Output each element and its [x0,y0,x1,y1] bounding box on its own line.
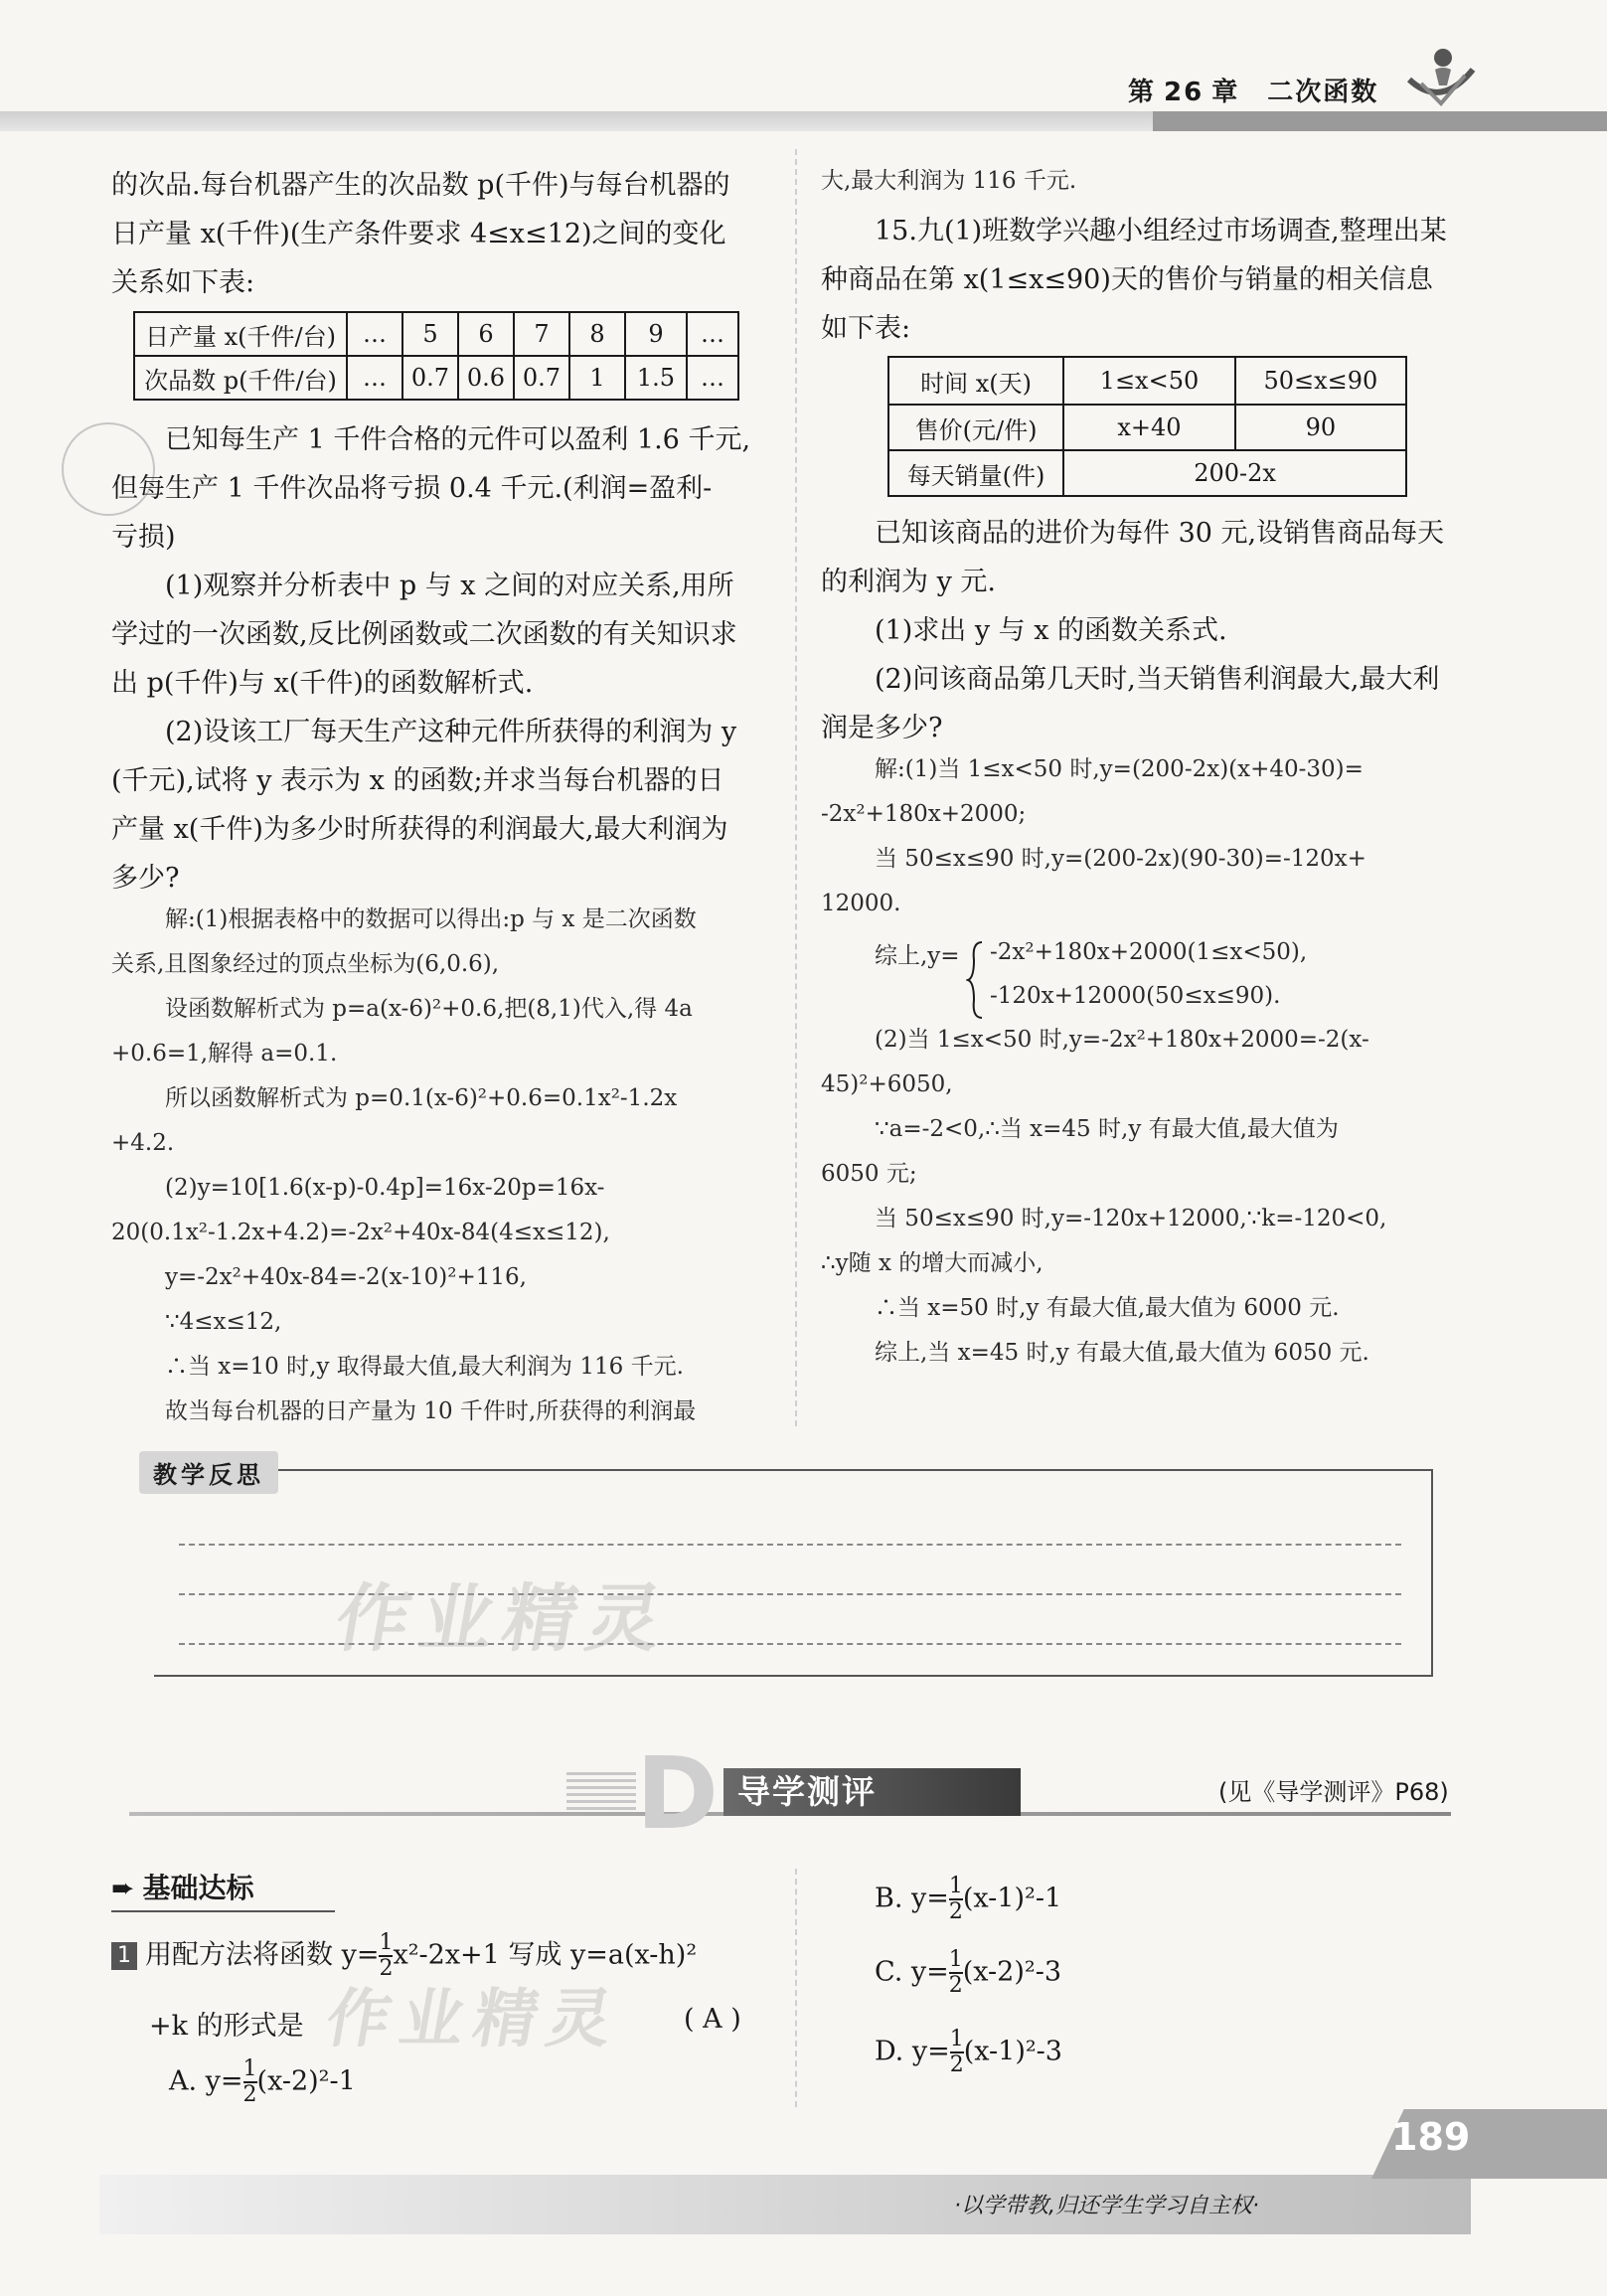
option-label: B. y= [875,1883,949,1914]
fraction [243,2057,257,2107]
text-line: 解:(1)当 1≤x<50 时,y=(200-2x)(x+40-30)= [875,756,1364,782]
table-cell: … [347,356,402,400]
text-line: 所以函数解析式为 p=0.1(x-6)²+0.6=0.1x²-1.2x [165,1085,678,1111]
right-q15 [821,207,1487,353]
table-cell: 50≤x≤90 [1235,357,1406,405]
text-line: -2x²+180x+2000; [821,801,1027,827]
piecewise-cases [990,930,1467,1018]
table-row [888,357,1406,405]
reflection-title: 教学反思 [139,1451,278,1494]
text-line: 15.九(1)班数学兴趣小组经过市场调查,整理出某 [875,216,1447,246]
text-line: 12000. [821,891,901,916]
fraction [950,2028,964,2077]
column-divider-bottom [795,1869,797,2107]
text-line: (1)求出 y 与 x 的函数关系式. [875,615,1227,646]
table-cell: 9 [625,312,687,356]
footer-slogan: ·以学带教,归还学生学习自主权· [954,2194,1259,2218]
text-line: 当 50≤x≤90 时,y=(200-2x)(90-30)=-120x+ [875,846,1366,872]
watermark: 作业精灵 [320,1983,628,2056]
text-line: ∵a=-2<0,∴当 x=45 时,y 有最大值,最大值为 [875,1116,1339,1142]
text-line: 亏损) [111,522,176,553]
left-intro [111,161,787,307]
option-c [875,1948,1061,1998]
text-line: 已知每生产 1 千件合格的元件可以盈利 1.6 千元, [165,424,751,455]
footer-bar [99,2175,1471,2234]
writing-line [179,1544,1401,1546]
left-solution [111,898,787,1434]
text-line: 学过的一次函数,反比例函数或二次函数的有关知识求 [111,619,737,650]
fraction [949,1875,963,1924]
table-row [134,356,738,400]
text-line: 故当每台机器的日产量为 10 千件时,所获得的利润最 [165,1398,697,1424]
text-line: +4.2. [111,1130,175,1156]
table-cell: 5 [402,312,458,356]
text-line: 综上,当 x=45 时,y 有最大值,最大值为 6050 元. [875,1340,1369,1366]
page-number: 189 [1391,2115,1471,2159]
option-label: A. y= [169,2065,243,2097]
text-line: 如下表: [821,313,911,344]
right-after-table [821,509,1487,752]
question-text: x²-2x+1 写成 y=a(x-h)² [393,1939,698,1971]
text-line: (千元),试将 y 表示为 x 的函数;并求当每台机器的日 [111,765,724,796]
text-line: 的次品.每台机器产生的次品数 p(千件)与每台机器的 [111,170,730,201]
text-line: (2)y=10[1.6(x-p)-0.4p]=16x-20p=16x- [165,1175,605,1201]
table-cell: 1 [569,356,625,400]
text-line: -120x+12000(50≤x≤90). [990,983,1281,1009]
table-cell: … [687,312,738,356]
text-line: ∴y随 x 的增大而减小, [821,1250,1044,1276]
text-line: ∵4≤x≤12, [165,1309,282,1335]
section-stripes [566,1772,636,1812]
fraction-numerator: 1 [242,2056,257,2081]
right-solution-b [821,1018,1487,1376]
table-cell: … [347,312,402,356]
text-line: y=-2x²+40x-84=-2(x-10)²+116, [165,1264,527,1290]
text-line: 关系,且图象经过的顶点坐标为(6,0.6), [111,951,500,977]
text-line: 但每生产 1 千件次品将亏损 0.4 千元.(利润=盈利- [111,473,713,504]
fraction-numerator: 1 [948,1947,963,1972]
right-price-table [887,356,1407,497]
text-line: 大,最大利润为 116 千元. [821,168,1077,194]
question-text: 用配方法将函数 y= [145,1939,380,1971]
option-a [169,2057,356,2107]
option-label: C. y= [875,1956,949,1988]
chapter-prefix: 第 [1128,78,1157,107]
fraction-denominator: 2 [379,1956,394,1981]
text-line: ∴当 x=10 时,y 取得最大值,最大利润为 116 千元. [165,1354,684,1380]
option-text: (x-1)²-1 [962,1883,1062,1914]
text-line: +0.6=1,解得 a=0.1. [111,1041,338,1066]
fraction-denominator: 2 [948,1973,963,1998]
basic-label [111,1867,253,1906]
text-line: 种商品在第 x(1≤x≤90)天的售价与销量的相关信息 [821,264,1433,295]
text-line: 20(0.1x²-1.2x+4.2)=-2x²+40x-84(4≤x≤12), [111,1220,610,1245]
text-line: 日产量 x(千件)(生产条件要求 4≤x≤12)之间的变化 [111,219,726,249]
option-b [875,1875,1061,1924]
fraction-denominator: 2 [949,2052,964,2077]
table-cell: 时间 x(天) [888,357,1063,405]
section-letter: D [636,1735,720,1852]
right-continuation [821,159,1487,204]
text-line: 解:(1)根据表格中的数据可以得出:p 与 x 是二次函数 [165,906,697,932]
text-line: (2)设该工厂每天生产这种元件所获得的利润为 y [165,717,737,747]
question-text: +k 的形式是 [149,2011,304,2042]
left-paragraph [111,415,787,902]
question-number: 1 [111,1942,137,1970]
table-row [134,312,738,356]
option-text: (x-2)²-3 [962,1956,1061,1988]
text-line: 产量 x(千件)为多少时所获得的利润最大,最大利润为 [111,814,728,845]
text-line: ∴当 x=50 时,y 有最大值,最大值为 6000 元. [875,1295,1340,1321]
fraction [949,1948,963,1998]
table-row [888,405,1406,450]
table-cell: 0.7 [402,356,458,400]
option-d [875,2028,1062,2077]
brace-icon [966,940,986,1020]
text-line: 当 50≤x≤90 时,y=-120x+12000,∵k=-120<0, [875,1206,1387,1231]
table-cell: 0.7 [514,356,569,400]
header-bar-accent [1153,111,1607,131]
answer-bracket: ( A ) [684,2004,741,2035]
column-divider [795,149,797,1426]
text-line: 多少? [111,863,180,894]
section-title: 导学测评 [723,1768,1021,1816]
text-line: (2)问该商品第几天时,当天销售利润最大,最大利 [875,664,1440,695]
table-row [888,450,1406,496]
chapter-name: 二次函数 [1267,78,1379,107]
table-cell: 每天销量(件) [888,450,1063,496]
text-line: (2)当 1≤x<50 时,y=-2x²+180x+2000=-2(x- [875,1027,1369,1053]
table-cell: 日产量 x(千件/台) [134,312,347,356]
table-cell: x+40 [1063,405,1235,450]
table-cell: … [687,356,738,400]
table-cell: 0.6 [458,356,514,400]
table-cell: 1≤x<50 [1063,357,1235,405]
table-cell: 售价(元/件) [888,405,1063,450]
option-text: (x-2)²-1 [256,2065,356,2097]
table-cell: 6 [458,312,514,356]
text-line: 的利润为 y 元. [821,567,997,597]
text-line: 关系如下表: [111,267,255,298]
table-cell: 1.5 [625,356,687,400]
text-line: 已知该商品的进价为每件 30 元,设销售商品每天 [875,518,1445,549]
table-cell: 7 [514,312,569,356]
left-data-table [133,311,739,401]
basic-underline [111,1910,335,1912]
text-line: 综上,y= [875,943,960,969]
fraction-numerator: 1 [949,2027,964,2051]
table-cell: 90 [1235,405,1406,450]
table-cell: 次品数 p(千件/台) [134,356,347,400]
chapter-title [1128,72,1378,108]
text-line: -2x²+180x+2000(1≤x<50), [990,939,1308,965]
book-person-logo-icon [1401,40,1481,119]
text-line: 出 p(千件)与 x(千件)的函数解析式. [111,668,534,699]
fraction-numerator: 1 [379,1930,394,1955]
text-line: 润是多少? [821,713,943,743]
option-text: (x-1)²-3 [963,2036,1062,2067]
fraction-denominator: 2 [242,2082,257,2107]
text-line: 设函数解析式为 p=a(x-6)²+0.6,把(8,1)代入,得 4a [165,996,693,1022]
fraction-numerator: 1 [948,1874,963,1898]
basic-label-text: 基础达标 [142,1872,254,1904]
section-reference: (见《导学测评》P68) [1218,1778,1449,1806]
text-line: 6050 元; [821,1161,917,1187]
table-cell: 8 [569,312,625,356]
text-line: (1)观察并分析表中 p 与 x 之间的对应关系,用所 [165,571,734,601]
chapter-suffix: 章 [1211,78,1240,107]
watermark: 作业精灵 [329,1576,679,1662]
fraction-denominator: 2 [948,1899,963,1924]
arrow-right-icon: ➨ [111,1872,135,1904]
chapter-number: 26 [1164,78,1205,107]
option-label: D. y= [875,2036,950,2067]
right-solution-a [821,747,1487,926]
table-cell: 200-2x [1063,450,1406,496]
text-line: 45)²+6050, [821,1071,953,1097]
